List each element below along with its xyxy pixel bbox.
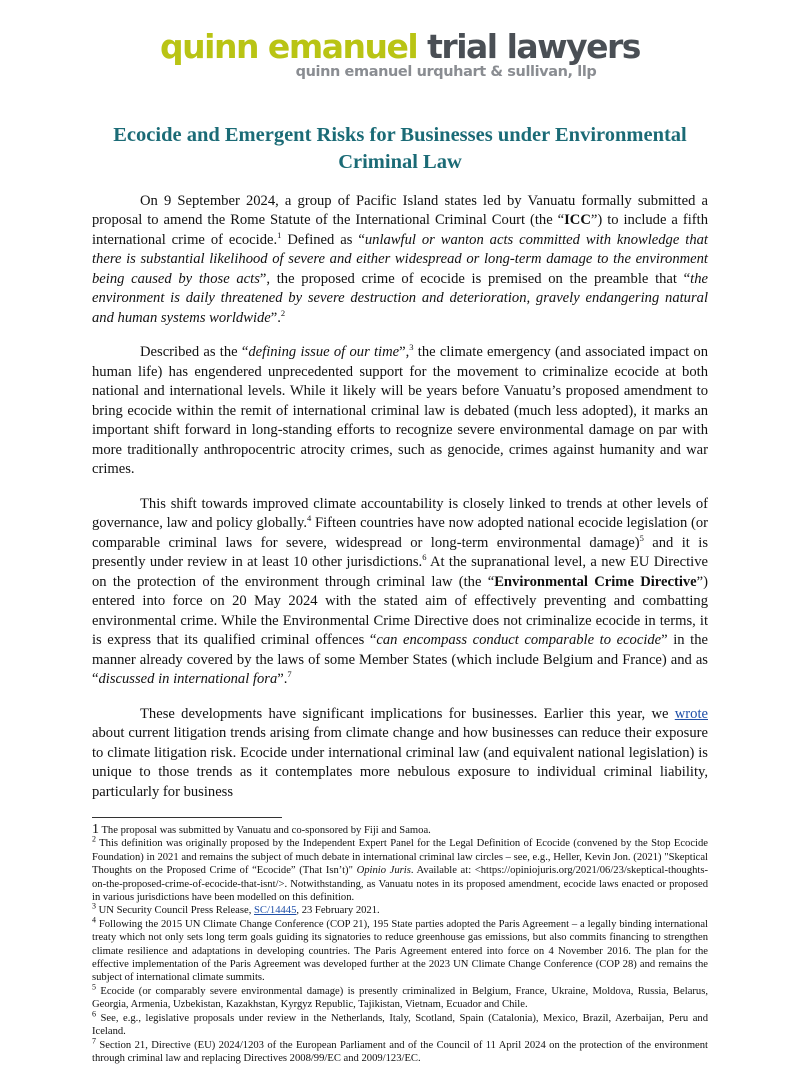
footnote-4 — [92, 918, 708, 985]
defined-term-ecd: Environmental Crime Directive — [494, 574, 696, 590]
quote-defining-issue: defining issue of our time — [248, 344, 399, 360]
text-run: This shift towards improved climate accountability is closely linked to trends at other levels of governance, law and policy globally. — [92, 496, 708, 532]
paragraph-3 — [92, 495, 708, 690]
paragraph-4 — [92, 705, 708, 803]
logo-brand-part1: quinn emanuel — [160, 27, 417, 66]
footnote-1 — [92, 824, 708, 837]
footnote-number: 5 — [92, 982, 96, 991]
logo-subline: quinn emanuel urquhart & sullivan, llp — [92, 65, 708, 80]
footnote-text: This definition was originally proposed by the Independent Expert Panel for the Legal Definition of Ecocide (convened by the Stop Ecocide Foundation) in 2021 and remains the subject of much debate in international criminal law circles – see, e.g., Heller, Kevin Jon. (2021) "Skeptical Thoughts on the Proposed Crime of “Ecocide” (That Isn’t)" — [92, 838, 708, 876]
text-run: ”. — [271, 310, 281, 326]
text-run: ”) entered into force on 20 May 2024 with the stated aim of effectively preventing and combatting environmental crime. While the Environmental Crime Directive does not criminalize ecocide in terms, it is express that its qualified criminal offences “ — [92, 574, 708, 649]
article-body — [92, 192, 708, 803]
footnote-6 — [92, 1012, 708, 1039]
footnote-ref-5[interactable]: 5 — [640, 533, 644, 543]
footnote-5 — [92, 985, 708, 1012]
footnote-number: 7 — [92, 1036, 96, 1045]
footnote-number: 3 — [92, 902, 96, 911]
text-run: Defined as “ — [281, 232, 364, 248]
footnote-ref-2[interactable]: 2 — [281, 308, 285, 318]
text-run: and it is presently under review in at least 10 other jurisdictions. — [92, 535, 708, 571]
text-run: Fifteen countries have now adopted national ecocide legislation (or comparable criminal laws for severe, widespread or long-term environmental damage) — [92, 515, 708, 551]
text-run: about current litigation trends arising from climate change and how businesses can reduce their exposure to climate litigation risk. Ecocide under international criminal law (and equivalent national legislation) is unique to those trends as it contemplates more nebulous exposure to individual criminal liability, particularly for business — [92, 725, 708, 800]
footnote-ref-3[interactable]: 3 — [409, 342, 413, 352]
firm-logo — [92, 0, 708, 80]
text-run: ”, — [399, 344, 409, 360]
quote-fora: discussed in international fora — [98, 671, 277, 687]
footnote-2 — [92, 837, 708, 904]
text-run: ”. — [277, 671, 287, 687]
text-run: These developments have significant implications for businesses. Earlier this year, we — [140, 706, 675, 722]
footnotes — [92, 824, 708, 1065]
footnote-3 — [92, 904, 708, 917]
footnote-ref-1[interactable]: 1 — [277, 230, 281, 240]
text-run: Described as the “ — [140, 344, 248, 360]
footnote-number: 4 — [92, 915, 96, 924]
footnote-publication: Opinio Juris — [357, 865, 411, 876]
press-release-link[interactable]: SC/14445 — [254, 905, 296, 916]
logo-brand-part2: trial lawyers — [417, 27, 640, 66]
defined-term-icc: ICC — [564, 212, 591, 228]
footnote-text: Following the 2015 UN Climate Change Conference (COP 21), 195 State parties adopted the Paris Agreement – a legally binding international treaty which not only sets long term goals guiding its signatories to reduce greenhouse gas emissions, but also commits financing to strengthen climate resilience and adaptations in developing countries. The Paris Agreement entered into force on 4 November 2016. The plan for the effective implementation of the Paris Agreement was developed further at the 2023 UN Climate Change Conference (COP 28) and remains the subject of international climate summits. — [92, 919, 708, 984]
footnote-7 — [92, 1039, 708, 1065]
footnote-text: Ecocide (or comparably severe environmental damage) is presently criminalized in Belgium, France, Ukraine, Moldova, Russia, Belarus, Georgia, Armenia, Uzbekistan, Kazakhstan, Kyrgyz Republic, Tajikistan, Vietnam, Ecuador and Chile. — [92, 986, 708, 1010]
text-run: On 9 September 2024, a group of Pacific Island states led by Vanuatu formally submitted a proposal to amend the Rome Statute of the International Criminal Court (the “ — [92, 193, 708, 229]
wrote-link[interactable]: wrote — [675, 706, 708, 722]
footnote-text: , 23 February 2021. — [296, 905, 379, 916]
text-run: ”) to include a fifth international crime of ecocide. — [92, 212, 708, 248]
footnote-number: 1 — [92, 822, 99, 837]
paragraph-1 — [92, 192, 708, 329]
quote-definition: unlawful or wanton acts committed with knowledge that there is substantial likelihood of severe and either widespread or long-term damage to the environment being caused by those acts — [92, 232, 708, 287]
paragraph-2 — [92, 343, 708, 480]
footnote-number: 6 — [92, 1009, 96, 1018]
quote-preamble: the environment is daily threatened by severe destruction and deterioration, gravely endangering natural and human systems worldwide — [92, 271, 708, 326]
article-title — [92, 122, 708, 176]
footnote-text: UN Security Council Press Release, — [96, 905, 254, 916]
footnote-text: Section 21, Directive (EU) 2024/1203 of the European Parliament and of the Council of 11 April 2024 on the protection of the environment through criminal law and replacing Directives 2008/99/EC and 2009/123/EC. — [92, 1040, 708, 1064]
footnote-text: The proposal was submitted by Vanuatu and co-sponsored by Fiji and Samoa. — [99, 825, 431, 836]
text-run: At the supranational level, a new EU Directive on the protection of the environment through criminal law (the “ — [92, 554, 708, 590]
text-run: ”, the proposed crime of ecocide is premised on the preamble that “ — [260, 271, 690, 287]
footnote-ref-4[interactable]: 4 — [307, 513, 311, 523]
text-run: ” in the manner already covered by the laws of some Member States (which include Belgium and France) and as “ — [92, 632, 708, 687]
title-line-1: Ecocide and Emergent Risks for Businesses under Environmental — [113, 124, 687, 146]
footnote-ref-7[interactable]: 7 — [287, 669, 291, 679]
logo-wordmark — [92, 30, 708, 63]
footnote-text: . Available at: <https://opiniojuris.org/2021/06/23/skeptical-thoughts-on-the-proposed-crime-of-ecocide-that-isnt/>. Notwithstanding, as Vanuatu notes in its proposed amendment, ecocide laws enacted or proposed in various jurisdictions have been modelled on this definition. — [92, 865, 708, 903]
text-run: the climate emergency (and associated impact on human life) has engendered unprecedented support for the movement to criminalize ecocide at both national and international levels. While it likely will be years before Vanuatu’s proposed amendment to bring ecocide within the remit of international criminal law is debated (much less adopted), it marks an important shift forward in long-standing efforts to recognize severe environmental damage on par with more traditionally anthropocentric atrocity crimes, such as genocide, crimes against humanity and war crimes. — [92, 344, 708, 477]
footnote-text: See, e.g., legislative proposals under review in the Netherlands, Italy, Scotland, Spain (Catalonia), Mexico, Brazil, Azerbaijan, Peru and Iceland. — [92, 1013, 708, 1037]
footnote-ref-6[interactable]: 6 — [422, 552, 426, 562]
title-line-2: Criminal Law — [338, 151, 462, 173]
footnote-number: 2 — [92, 835, 96, 844]
footnote-divider — [92, 817, 282, 818]
quote-conduct: can encompass conduct comparable to ecocide — [376, 632, 661, 648]
